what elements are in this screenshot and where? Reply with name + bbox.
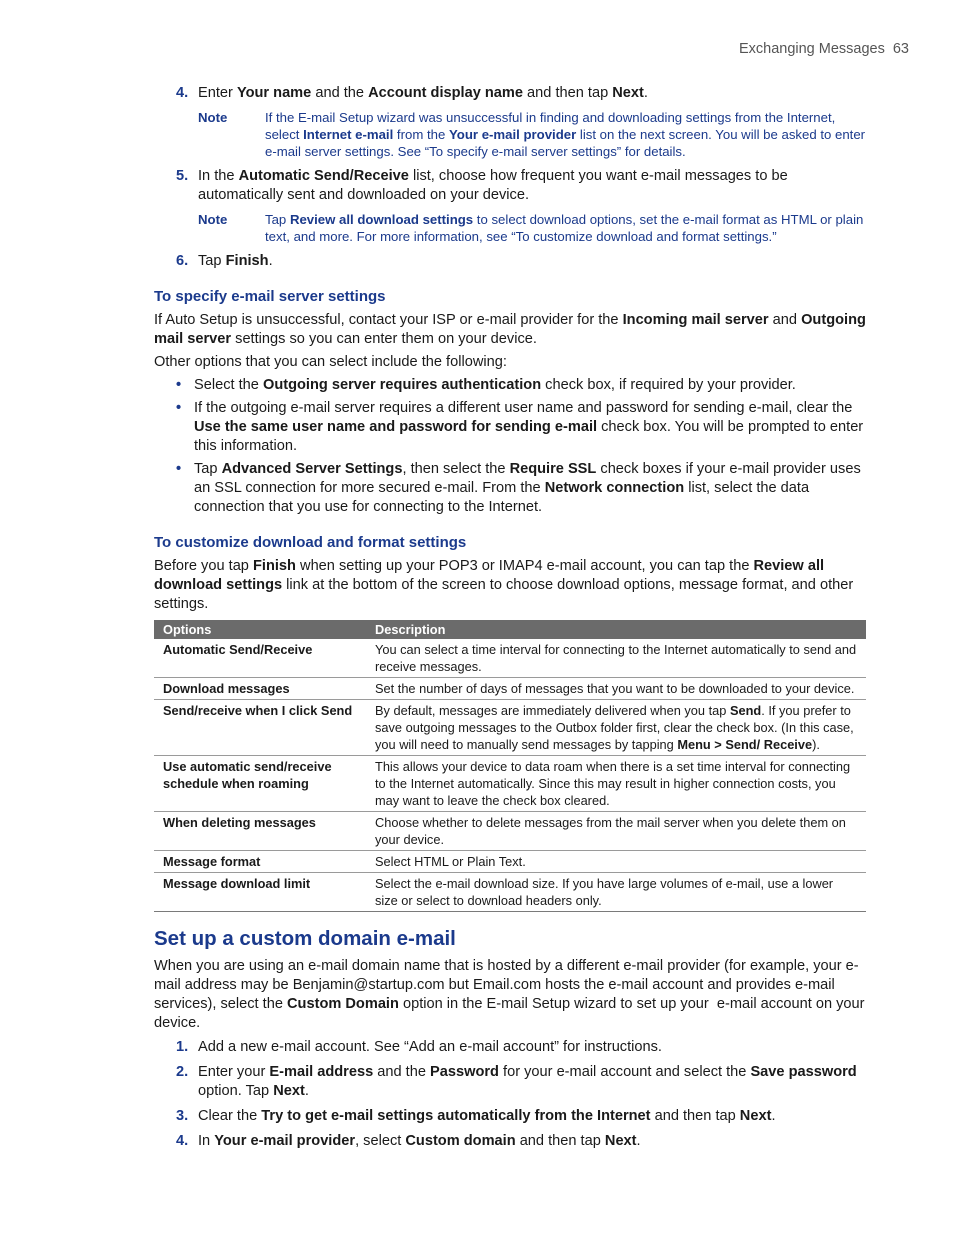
option-name-cell: Message download limit — [154, 873, 366, 912]
custom-step-3 — [154, 1107, 866, 1126]
running-header — [739, 41, 909, 57]
option-description-cell: This allows your device to data roam when there is a set time interval for connecting to the Internet automatically. Since this may result in higher connection costs, you may want to leave the check box cleared. — [366, 756, 866, 812]
option-description-cell: Select the e-mail download size. If you have large volumes of e-mail, use a lower size or select to download headers only. — [366, 873, 866, 912]
step-text: Enter your E-mail address and the Password for your e-mail account and select the Save password option. Tap Next. — [198, 1064, 857, 1099]
other-options-text: Other options that you can select include the following: — [154, 354, 507, 370]
download-settings-heading: To customize download and format settings — [154, 534, 467, 551]
option-description-cell: By default, messages are immediately delivered when you tap Send. If you prefer to save outgoing messages to the Outbox folder first, clear the check box. (In this case, you will need to manually send messages by tapping Menu > Send/ Receive). — [366, 700, 866, 756]
step-number: 4. — [176, 1133, 189, 1149]
custom-domain-heading: Set up a custom domain e-mail — [154, 927, 456, 950]
option-name-cell: Use automatic send/receive schedule when roaming — [154, 756, 366, 812]
step-number: 3. — [176, 1108, 189, 1124]
step-text: Add a new e-mail account. See “Add an e-mail account” for instructions. — [198, 1039, 662, 1055]
option-description-cell: Select HTML or Plain Text. — [366, 851, 866, 873]
note-text: If the E-mail Setup wizard was unsuccessful in finding and downloading settings from the Internet, select Internet e-mail from the Your e-mail provider list on the next screen. You will be asked to enter e-mail server settings. See “To specify e-mail server settings” for details. — [265, 110, 866, 159]
option-description-cell: Choose whether to delete messages from the mail server when you delete them on your device. — [366, 812, 866, 851]
option-name-cell: When deleting messages — [154, 812, 366, 851]
step-text: In the Automatic Send/Receive list, choose how frequent you want e-mail messages to be automatically sent and downloaded on your device. — [198, 168, 788, 203]
main-content — [154, 84, 866, 1157]
step-number: 1. — [176, 1039, 189, 1055]
options-table — [154, 620, 866, 912]
list-item: • Select the Outgoing server requires authentication check box, if required by your provider. — [154, 376, 866, 395]
section-title: Exchanging Messages — [738, 41, 885, 57]
table-row — [154, 678, 866, 700]
step-text: Tap Finish. — [198, 253, 273, 269]
table-row — [154, 812, 866, 851]
table-row — [154, 873, 866, 912]
custom-step-2 — [154, 1063, 866, 1101]
step-text: In Your e-mail provider, select Custom domain and then tap Next. — [198, 1133, 641, 1149]
step-5 — [154, 167, 866, 205]
custom-domain-intro: When you are using an e-mail domain name that is hosted by a different e-mail provider (for example, your e-mail address may be Benjamin@startup.com but Email.com hosts the e-mail account and provides e-mail services), select the Custom Domain option in the E-mail Setup wizard to set up your e-mail account on your device. — [154, 958, 865, 1031]
column-header-options: Options — [154, 620, 366, 639]
note-label: Note — [198, 110, 228, 125]
note-text: Tap Review all download settings to select download options, set the e-mail format as HTML or plain text, and more. For more information, see “To customize download and format settings.” — [265, 212, 864, 244]
step-number: 4. — [176, 85, 189, 101]
step-number: 6. — [176, 253, 189, 269]
option-name-cell: Message format — [154, 851, 366, 873]
option-description-cell: You can select a time interval for connecting to the Internet automatically to send and receive messages. — [366, 639, 866, 678]
options-table-body — [154, 639, 866, 912]
note-box — [198, 109, 866, 160]
option-name-cell: Send/receive when I click Send — [154, 700, 366, 756]
step-6 — [154, 252, 866, 271]
step-4 — [154, 84, 866, 103]
step-text: Enter Your name and the Account display name and then tap Next. — [198, 85, 648, 101]
table-row — [154, 700, 866, 756]
custom-step-1 — [154, 1038, 866, 1057]
server-settings-intro: If Auto Setup is unsuccessful, contact your ISP or e-mail provider for the Incoming mail server and Outgoing mail server settings so you can enter them on your device. — [154, 312, 866, 347]
note-label: Note — [198, 212, 228, 227]
step-number: 2. — [176, 1064, 189, 1080]
table-header-row — [154, 620, 866, 639]
step-number: 5. — [176, 168, 189, 184]
table-row — [154, 639, 866, 678]
server-settings-heading: To specify e-mail server settings — [154, 288, 386, 305]
list-item: • If the outgoing e-mail server requires a different user name and password for sending e-mail, clear the Use the same user name and password for sending e-mail check box. You will be prompted to enter this information. — [154, 399, 866, 456]
option-name-cell: Automatic Send/Receive — [154, 639, 366, 678]
note-box — [198, 211, 866, 245]
option-description-cell: Set the number of days of messages that you want to be downloaded to your device. — [366, 678, 866, 700]
server-options-list — [154, 376, 866, 517]
download-settings-intro: Before you tap Finish when setting up your POP3 or IMAP4 e-mail account, you can tap the Review all download settings link at the bottom of the screen to choose download options, message format, and other settings. — [154, 558, 854, 612]
list-item: • Tap Advanced Server Settings, then select the Require SSL check boxes if your e-mail provider uses an SSL connection for more secured e-mail. From the Network connection list, select the data connection that you use for connecting to the Internet. — [154, 460, 866, 517]
table-row — [154, 851, 866, 873]
option-name-cell: Download messages — [154, 678, 366, 700]
table-row — [154, 756, 866, 812]
column-header-description: Description — [366, 620, 866, 639]
custom-step-4 — [154, 1132, 866, 1151]
step-text: Clear the Try to get e-mail settings automatically from the Internet and then tap Next. — [198, 1108, 776, 1124]
page-number: 63 — [892, 41, 909, 57]
